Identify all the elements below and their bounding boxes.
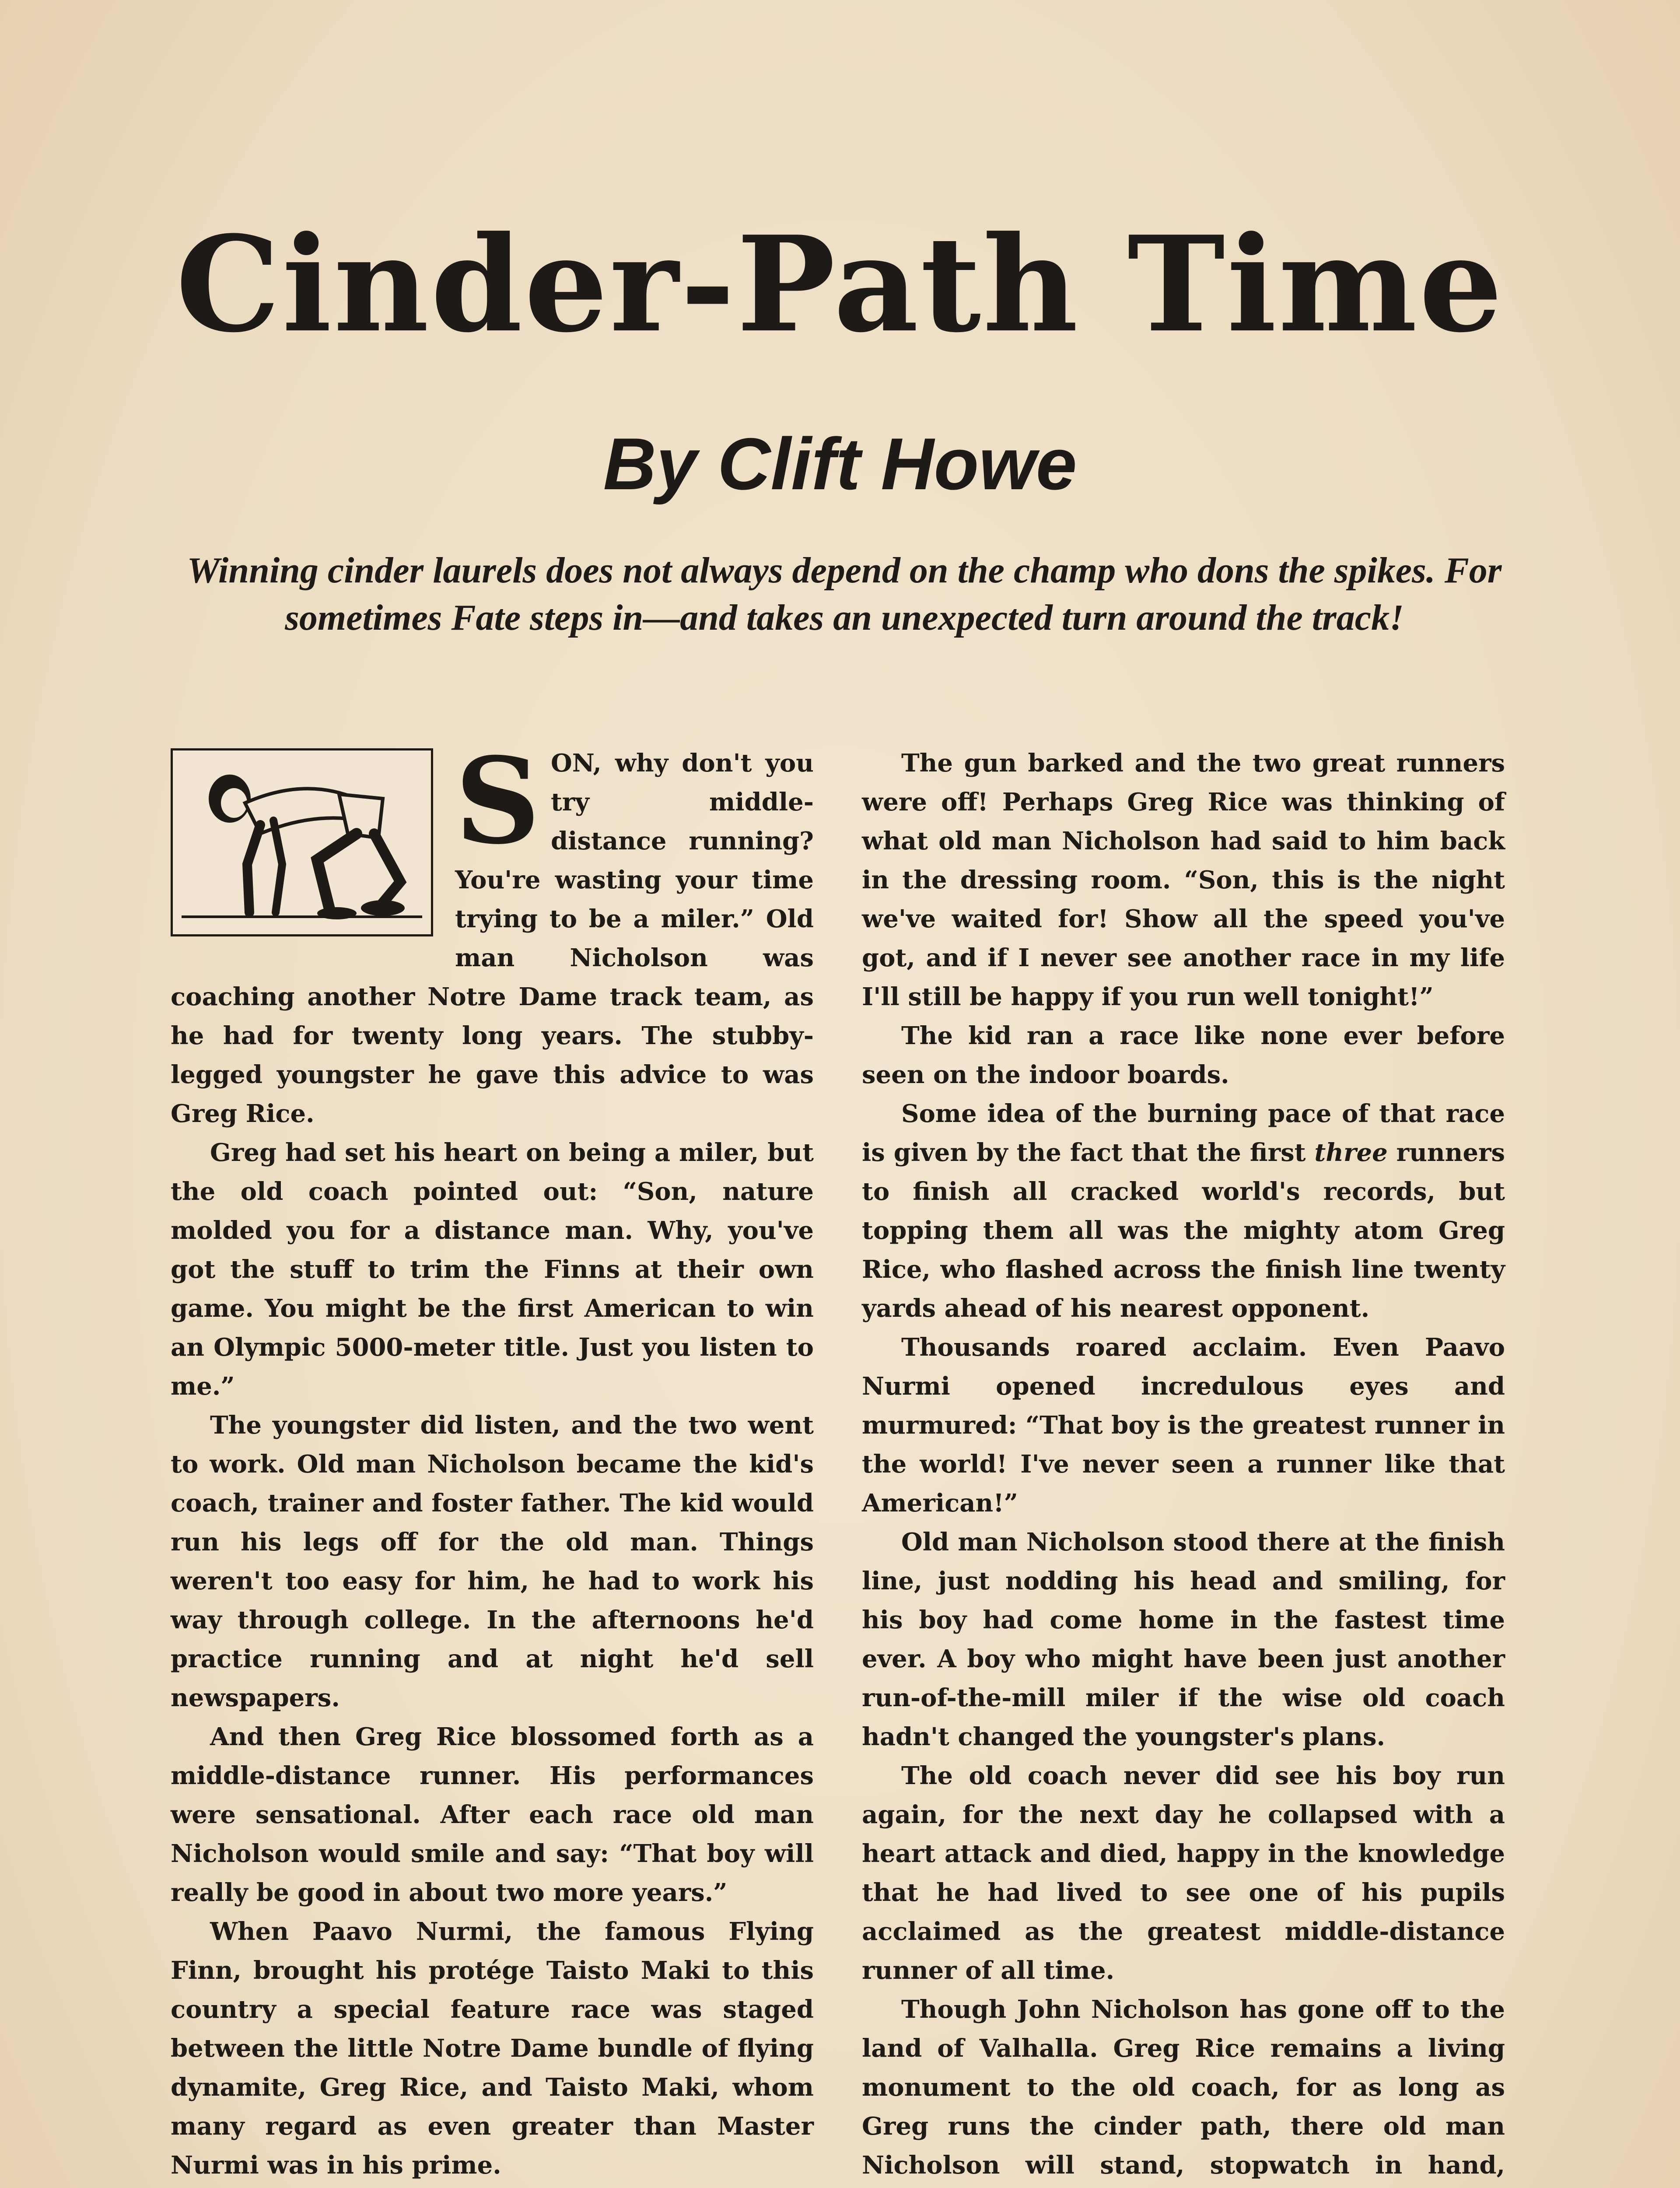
author-byline: By Clift Howe (603, 423, 1077, 505)
paragraph: When Paavo Nurmi, the famous Flying Finn, brought his protége Taisto Maki to this country a special feature race was staged between the little Notre Dame bundle of flying dynamite, Greg Rice, and Taisto Maki, whom many regard as even greater than Master Nurmi was in his prime. (171, 1917, 814, 2180)
paragraph: The youngster did listen, and the two went to work. Old man Nicholson became the kid's coach, trainer and foster father. The kid would run his legs off for the old man. Things weren't too easy for him, he had to work his way through college. In the afternoons he'd practice running and at night he'd sell newspapers. (171, 1411, 814, 1712)
paragraph: Though John Nicholson has gone off to the land of Valhalla. Greg Rice remains a living monument to the old coach, for as long as Greg runs the cinder path, there old man Nicholson will stand, stopwatch in hand, (862, 1995, 1505, 2180)
right-column (862, 744, 1505, 2188)
paragraph: The gun barked and the two great runners were off! Perhaps Greg Rice was thinking of what old man Nicholson had said to him back in the dressing room. “Son, this is the night we've waited for! Show all the speed you've got, and if I never see another race in my life I'll still be happy if you run well tonight!” (862, 749, 1505, 1011)
paragraph: ON, why don't you try middle-distance running? You're wasting your time trying to be a miler.” Old man Nicholson was coaching another Notre Dame track team, as he had for twenty long years. The stubby-legged youngster he gave this advice to was Greg Rice. (171, 749, 814, 1128)
paragraph: Greg had set his heart on being a miler, but the old coach pointed out: “Son, nature molded you for a distance man. Why, you've got the stuff to trim the Finns at their own game. You might be the first American to win an Olympic 5000-meter title. Just you listen to me.” (171, 1138, 814, 1401)
paragraph: And then Greg Rice blossomed forth as a middle-distance runner. His performances were sensational. After each race old man Nicholson would smile and say: “That boy will really be good in about two more years.” (171, 1722, 814, 1907)
emphasis-text: three (1314, 1138, 1388, 1167)
sprinter-crouch-icon (171, 748, 433, 936)
story-deck: Winning cinder laurels does not always depend on the champ who dons the spikes. For sometimes Fate steps in—and takes an unexpected turn around the track! (187, 550, 1502, 638)
paragraph-text: runners to finish all cracked world's records, but topping them all was the mighty atom Greg Rice, who flashed across the finish line twenty yards ahead of his nearest opponent. (862, 1138, 1505, 1323)
paragraph: Thousands roared acclaim. Even Paavo Nurmi opened incredulous eyes and murmured: “That boy is the greatest runner in the world! I've never seen a runner like that American!” (862, 1333, 1505, 1518)
drop-cap: S (455, 731, 540, 870)
paragraph (862, 1094, 1505, 1328)
story-title: Cinder-Path Time (175, 207, 1505, 361)
paragraph: The kid ran a race like none ever before seen on the indoor boards. (862, 1021, 1505, 1089)
paragraph: The old coach never did see his boy run again, for the next day he collapsed with a heart attack and died, happy in the knowledge that he had lived to see one of his pupils acclaimed as the greatest middle-distance runner of all time. (862, 1761, 1505, 1985)
paragraph: Old man Nicholson stood there at the finish line, just nodding his head and smiling, for his boy had come home in the fastest time ever. A boy who might have been just another run-of-the-mill miler if the wise old coach hadn't changed the youngster's plans. (862, 1528, 1505, 1751)
left-column (171, 731, 814, 2185)
paragraph-text: Some idea of the burning pace of that race is given by the fact that the first (862, 1099, 1505, 1167)
